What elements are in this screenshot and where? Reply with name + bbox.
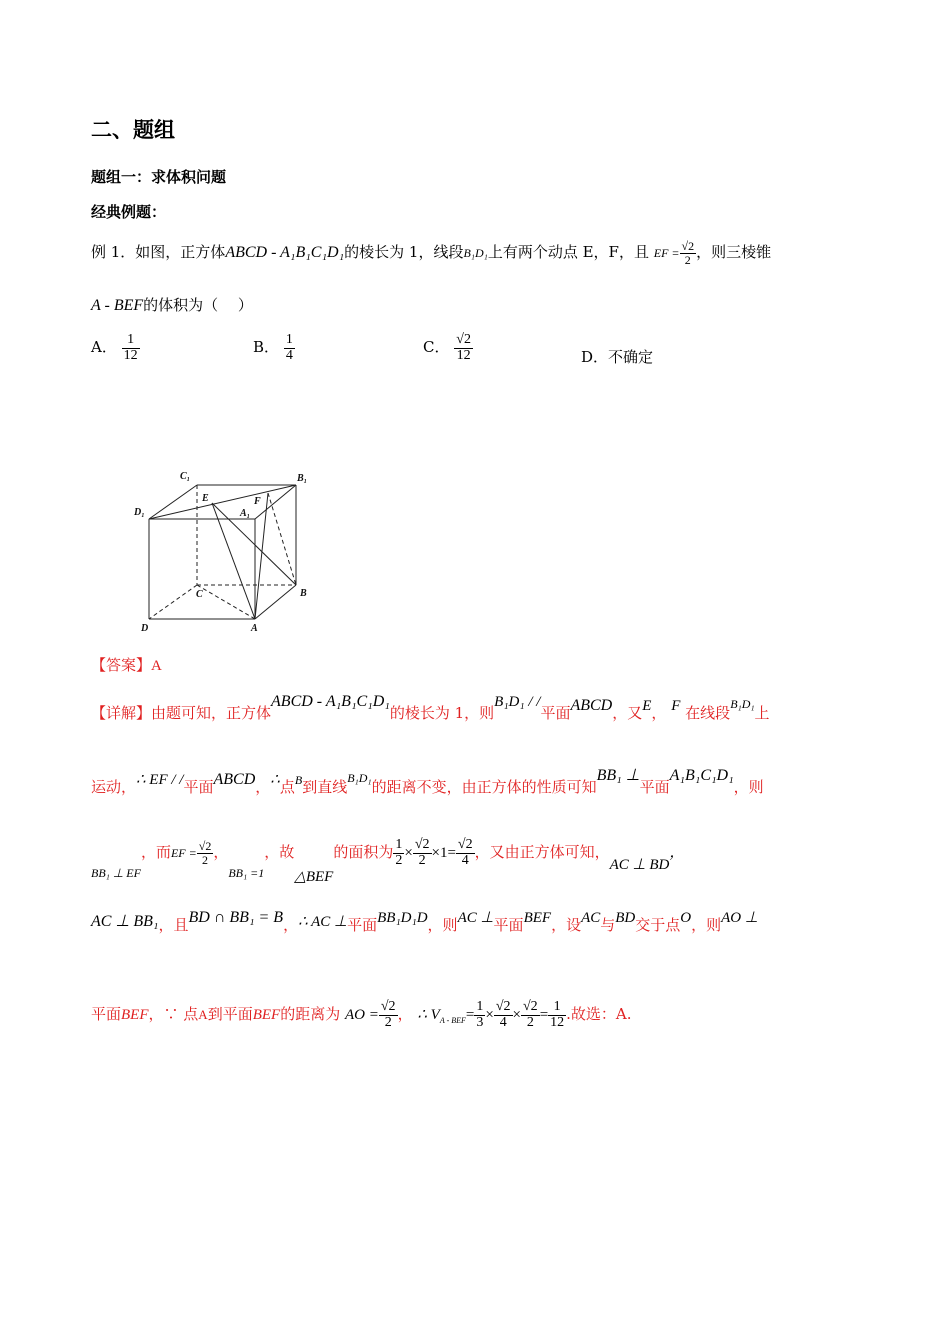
problem-points-text: 上有两个动点 E，F，且 bbox=[487, 243, 649, 262]
detail-l2-e: ， bbox=[255, 778, 271, 796]
answer-label: 【答案】 bbox=[91, 656, 152, 674]
option-c-letter: C． bbox=[423, 338, 450, 357]
detail-l3-d: ， bbox=[213, 843, 229, 862]
detail-l3-f: ，故 bbox=[264, 843, 295, 862]
option-b-letter: B． bbox=[253, 338, 280, 357]
detail-l3-b: ，而 bbox=[140, 843, 171, 862]
option-d-letter: D． bbox=[581, 348, 609, 366]
detail-l5-a: 平面 bbox=[91, 1005, 122, 1024]
detail-l4-r: ，则 bbox=[691, 916, 722, 934]
label-c1: C₁ bbox=[180, 471, 191, 482]
detail-l5-g: 的距离为 bbox=[280, 1005, 341, 1024]
detail-l1-cube: ABCD - A₁B₁C₁D₁ bbox=[271, 693, 390, 710]
problem-intro: 例 1．如图，正方体 bbox=[91, 243, 226, 262]
edge-e-a bbox=[212, 503, 255, 619]
detail-l3-times: × bbox=[404, 845, 413, 862]
label-a: A bbox=[251, 623, 258, 634]
option-b bbox=[253, 333, 295, 363]
detail-l5-b: BEF bbox=[121, 1007, 149, 1024]
option-c bbox=[423, 333, 473, 363]
detail-l4-c: BD ∩ BB₁ = B bbox=[188, 909, 284, 926]
detail-l4-a: AC ⊥ BB₁ bbox=[91, 913, 159, 930]
detail-l4-f: 平面 bbox=[347, 916, 378, 934]
detail-l4-o: BD bbox=[615, 910, 636, 926]
detail-l3-fraction-1: $\frac{1}{2}$ bbox=[395, 837, 403, 868]
detail-l5-t2: × bbox=[512, 1007, 521, 1024]
detail-l4-j: 平面 bbox=[493, 916, 524, 934]
detail-l2-j: B₁D₁ bbox=[347, 771, 372, 785]
detail-l3-a: BB₁ ⊥ EF bbox=[91, 866, 141, 881]
detail-l2-n: A₁B₁C₁D₁ bbox=[669, 767, 734, 784]
detail-l1-j: 在线段 bbox=[685, 704, 731, 722]
detail-l3-fraction-2: $\frac{√2}{2}$ bbox=[414, 837, 430, 868]
detail-l4-i: AC ⊥ bbox=[457, 910, 494, 926]
problem-line2-math: A - BEF bbox=[91, 297, 144, 314]
detail-l5-j: ∴ V bbox=[417, 1007, 440, 1024]
detail-l2-h: B bbox=[294, 773, 303, 787]
cube-figure bbox=[130, 465, 320, 635]
detail-l4-p: 交于点 bbox=[635, 916, 681, 934]
answer-value: A bbox=[151, 658, 162, 674]
detail-l5-eq: = bbox=[539, 1007, 549, 1024]
detail-l3-times1: ×1= bbox=[431, 845, 456, 862]
problem-ef-label: EF = bbox=[653, 246, 680, 261]
detail-l4-g: BB₁D₁D bbox=[377, 910, 428, 926]
label-b1: B₁ bbox=[297, 473, 308, 484]
option-a-letter: A． bbox=[91, 338, 117, 357]
detail-l4-b: ，且 bbox=[158, 916, 189, 934]
detail-l3-fraction-3: $\frac{√2}{4}$ bbox=[457, 837, 473, 868]
problem-tail: ，则三棱锥 bbox=[696, 243, 772, 262]
detail-l3-ef-fraction: $\frac{√2}{2}$ bbox=[198, 839, 212, 867]
problem-line2-text: 的体积为（ ） bbox=[143, 296, 253, 314]
detail-l1-g: E bbox=[642, 698, 652, 714]
label-f: F bbox=[254, 496, 261, 507]
detail-l4-h: ，则 bbox=[427, 916, 458, 934]
option-a bbox=[91, 333, 140, 363]
detail-l1-k: B₁D₁ bbox=[730, 697, 755, 711]
detail-l5-i: ， bbox=[397, 1005, 413, 1024]
detail-l5-fraction-1: $\frac{1}{3}$ bbox=[476, 999, 484, 1030]
detail-l5-d: A bbox=[198, 1007, 208, 1023]
detail-l2-b: ∴ EF / / bbox=[136, 772, 184, 788]
problem-line-2 bbox=[91, 294, 253, 315]
detail-l4-s: AO ⊥ bbox=[721, 910, 758, 926]
problem-ef-fraction: $\frac{√2}{2}$ bbox=[681, 239, 695, 267]
detail-l1-e: ABCD bbox=[570, 697, 613, 714]
detail-l2-l: BB₁ ⊥ bbox=[596, 767, 640, 784]
problem-line-1 bbox=[91, 240, 771, 266]
answer-line bbox=[91, 654, 162, 675]
detail-l4-n: 与 bbox=[600, 916, 616, 934]
detail-l5-ao-fraction: $\frac{√2}{2}$ bbox=[380, 999, 396, 1030]
detail-l5-fraction-3: $\frac{√2}{2}$ bbox=[523, 999, 538, 1030]
label-b: B bbox=[300, 588, 307, 599]
detail-l3-e: BB₁ =1 bbox=[228, 866, 265, 881]
detail-l1-i: F bbox=[671, 698, 681, 714]
classic-label: 经典例题： bbox=[91, 203, 167, 221]
detail-l1-b: 的棱长为 1，则 bbox=[389, 704, 495, 722]
detail-l4-e: ∴ AC ⊥ bbox=[298, 914, 348, 930]
edge-c-a-hidden bbox=[197, 585, 255, 619]
detail-l2-k: 的距离不变，由正方体的性质可知 bbox=[371, 778, 597, 796]
detail-l5-c: ，∵ 点 bbox=[148, 1005, 199, 1024]
detail-l4-q: O bbox=[680, 910, 692, 926]
detail-l2-m: 平面 bbox=[639, 778, 670, 796]
edge-c-d-hidden bbox=[149, 585, 197, 619]
detail-l5-j-sub: A - BEF bbox=[439, 1016, 466, 1026]
detail-line-1 bbox=[91, 693, 770, 723]
label-d: D bbox=[141, 623, 149, 634]
detail-l3-h: 的面积为 bbox=[333, 843, 394, 862]
option-b-fraction: $\frac{1}{4}$ bbox=[285, 332, 293, 363]
detail-l5-h: AO = bbox=[345, 1007, 379, 1024]
detail-l2-f: ∴ bbox=[270, 772, 280, 788]
detail-l1-a: 【详解】由题可知，正方体 bbox=[91, 704, 272, 722]
detail-l5-k: = bbox=[465, 1007, 475, 1024]
detail-l3-g: △BEF bbox=[294, 869, 334, 886]
detail-l4-m: AC bbox=[581, 910, 601, 926]
option-d bbox=[581, 346, 653, 367]
detail-l5-f: BEF bbox=[252, 1007, 281, 1024]
detail-l2-g: 点 bbox=[279, 778, 295, 796]
detail-l3-c: EF = bbox=[170, 846, 197, 861]
detail-l5-e: 到平面 bbox=[207, 1005, 253, 1024]
detail-l3-i: ，又由正方体可知， bbox=[474, 843, 610, 862]
detail-l5-end: .故选：A. bbox=[566, 1005, 632, 1024]
option-d-text: 不确定 bbox=[608, 348, 654, 366]
detail-line-2 bbox=[91, 767, 764, 797]
label-d1: D₁ bbox=[134, 507, 145, 518]
edge-a-b bbox=[255, 585, 296, 619]
edge-e-b bbox=[212, 503, 296, 585]
label-a1: A₁ bbox=[240, 508, 251, 519]
detail-l3-j: AC ⊥ BD bbox=[609, 857, 670, 874]
detail-l4-k: BEF bbox=[523, 910, 552, 926]
detail-l2-i: 到直线 bbox=[302, 778, 348, 796]
detail-l4-l: ，设 bbox=[551, 916, 582, 934]
label-e: E bbox=[202, 493, 209, 504]
label-c: C bbox=[196, 589, 203, 600]
detail-l3-k: ， bbox=[669, 845, 685, 862]
detail-l5-t1: × bbox=[485, 1007, 494, 1024]
problem-segment: B₁D₁ bbox=[463, 246, 488, 261]
problem-cube: ABCD - A₁B₁C₁D₁ bbox=[225, 244, 345, 262]
detail-l1-l: 上 bbox=[754, 704, 770, 722]
detail-l5-fraction-2: $\frac{√2}{4}$ bbox=[495, 999, 511, 1030]
detail-l1-d: 平面 bbox=[540, 704, 571, 722]
detail-line-5 bbox=[91, 1000, 632, 1030]
detail-l1-f: ，又 bbox=[612, 704, 643, 722]
detail-l4-d: ， bbox=[283, 916, 299, 934]
option-c-fraction: $\frac{√2}{12}$ bbox=[456, 332, 471, 363]
detail-line-4 bbox=[91, 909, 758, 935]
section-title: 二、题组 bbox=[91, 118, 175, 142]
detail-l2-d: ABCD bbox=[213, 771, 256, 788]
option-a-fraction: $\frac{1}{12}$ bbox=[123, 332, 138, 363]
detail-l1-c: B₁D₁ / / bbox=[494, 694, 541, 710]
detail-l2-o: ，则 bbox=[733, 778, 764, 796]
detail-l2-a: 运动， bbox=[91, 778, 137, 796]
detail-l1-h: ， bbox=[651, 704, 667, 722]
detail-l2-c: 平面 bbox=[183, 778, 214, 796]
problem-edge-text: 的棱长为 1，线段 bbox=[344, 243, 464, 262]
detail-l5-fraction-4: $\frac{1}{12}$ bbox=[550, 999, 565, 1030]
group-title: 题组一：求体积问题 bbox=[91, 168, 227, 186]
